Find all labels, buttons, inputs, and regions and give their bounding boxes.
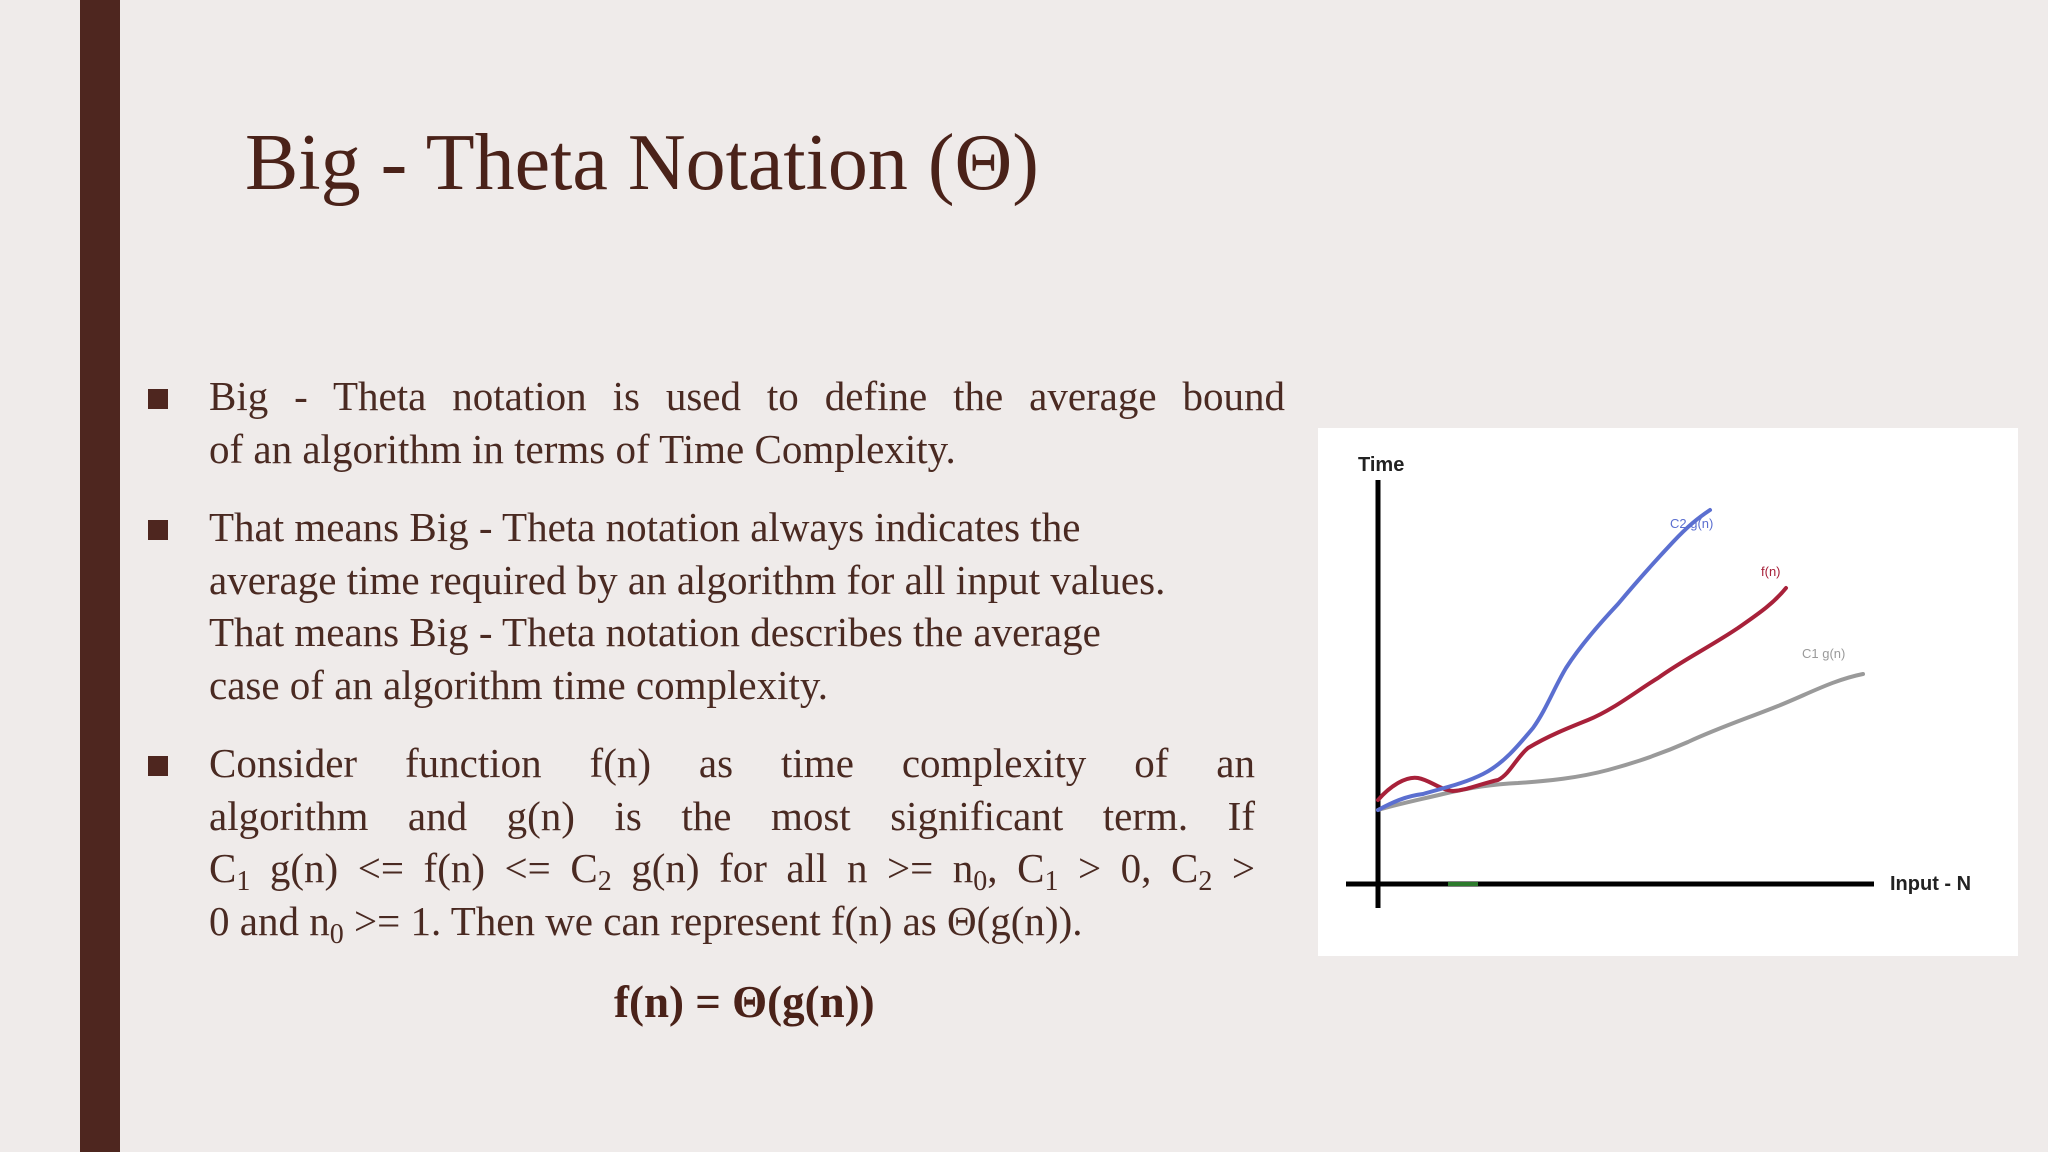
bullet-item-3	[145, 737, 1255, 950]
bullet-list	[145, 370, 1285, 973]
y-axis-label: Time	[1358, 454, 1405, 476]
bullet-text	[209, 737, 1255, 950]
c2-g-label: C2 g(n)	[1670, 516, 1714, 531]
text-run: 0 and n	[209, 897, 330, 944]
bullet-line: Big - Theta notation is used to define the average bound	[209, 373, 1285, 419]
square-bullet-icon	[148, 389, 168, 409]
bullet-line-conclusion	[209, 895, 1255, 948]
c1-g-label: C1 g(n)	[1802, 646, 1846, 661]
left-accent-bar	[80, 0, 120, 1152]
subscript: 1	[236, 866, 251, 897]
subscript: 0	[973, 866, 988, 897]
square-bullet-icon	[148, 756, 168, 776]
text-run: >= 1. Then we can represent f(n) as Θ(g(n)).	[343, 897, 1083, 944]
slide-title: Big - Theta Notation (Θ)	[245, 119, 1039, 207]
f-curve	[1378, 588, 1786, 800]
x-axis-label: Input - N	[1890, 873, 1972, 895]
bullet-line: Consider function f(n) as time complexity of an	[209, 740, 1255, 786]
bullet-line: algorithm and g(n) is the most significant term. If	[209, 792, 1255, 839]
text-run: g(n) <= f(n) <= C	[250, 845, 598, 891]
bullet-item-1	[145, 370, 1285, 475]
bullet-line-condition	[209, 842, 1255, 895]
text-run: >	[1212, 845, 1255, 891]
graph-canvas	[1318, 428, 2018, 956]
text-run: g(n) for all n >= n	[611, 845, 974, 891]
bullet-line: average time required by an algorithm for all input values.	[209, 556, 1166, 603]
text-run: > 0, C	[1058, 845, 1199, 891]
bullet-line: of an algorithm in terms of Time Complexity.	[209, 425, 956, 472]
bullet-line: That means Big - Theta notation always indicates the	[209, 504, 1081, 550]
bullet-text	[209, 501, 1255, 711]
big-theta-graph	[1318, 428, 2018, 956]
bullet-line: That means Big - Theta notation describes the average	[209, 609, 1101, 655]
subscript: 2	[1198, 866, 1213, 897]
text-run: , C	[987, 845, 1045, 891]
text-run: C	[209, 845, 237, 891]
f-label: f(n)	[1761, 564, 1781, 579]
theta-formula: f(n) = Θ(g(n))	[614, 977, 875, 1027]
bullet-line: case of an algorithm time complexity.	[209, 661, 828, 708]
bullet-item-2	[145, 501, 1255, 711]
square-bullet-icon	[148, 520, 168, 540]
subscript: 2	[597, 866, 612, 897]
subscript: 1	[1044, 866, 1059, 897]
c2-g-curve	[1378, 510, 1710, 810]
subscript: 0	[329, 918, 344, 950]
bullet-text	[209, 370, 1285, 475]
